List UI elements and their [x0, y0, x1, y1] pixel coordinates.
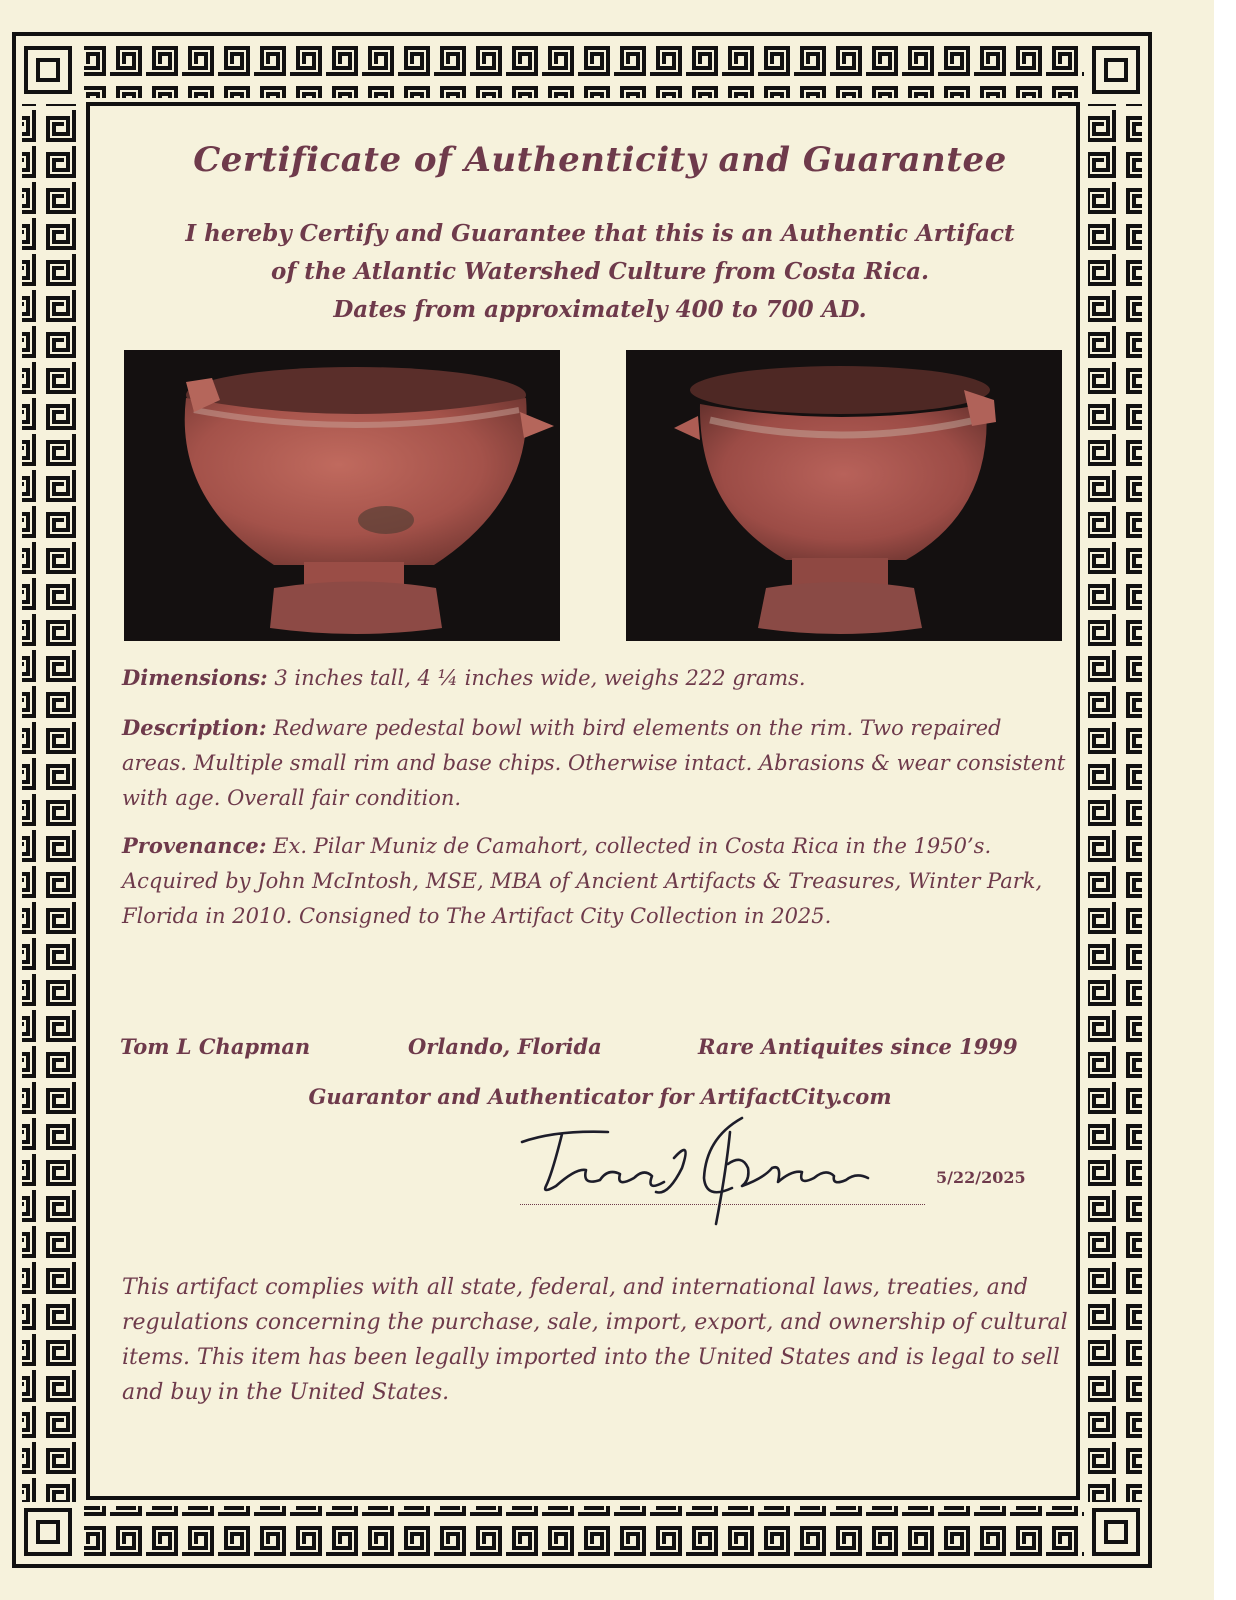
signatory-tagline: Rare Antiquites since 1999	[698, 1034, 1018, 1059]
provenance-text: Ex. Pilar Muniz de Camahort, collected in Costa Rica in the 1950’s. Acquired by John McIntosh, MSE, MBA of Ancient Artifacts & Treasures, Winter Park, Florida in 2010. Consigned to The Artifact City Collection in 2025.	[122, 834, 1043, 928]
artifact-photo-back	[626, 350, 1062, 641]
signatory-name: Tom L Chapman	[120, 1034, 311, 1059]
dimensions-text: 3 inches tall, 4 ¼ inches wide, weighs 222 grams.	[274, 666, 806, 690]
intro-line: I hereby Certify and Guarantee that this is an Authentic Artifact	[185, 220, 1015, 247]
artifact-photo-front	[124, 350, 560, 641]
description-label: Description:	[122, 715, 267, 740]
dimensions-label: Dimensions:	[122, 665, 268, 690]
intro-line: of the Atlantic Watershed Culture from Costa Rica.	[271, 258, 929, 285]
description-text: Redware pedestal bowl with bird elements on the rim. Two repaired areas. Multiple small rim and base chips. Otherwise intact. Abrasions & wear consistent with age. Overall fair condition.	[122, 716, 1066, 810]
signature-line	[520, 1204, 925, 1205]
signature-date: 5/22/2025	[936, 1168, 1026, 1187]
provenance-label: Provenance:	[122, 833, 267, 858]
handwritten-signature	[516, 1108, 876, 1226]
signatory-role: Guarantor and Authenticator for ArtifactCity.com	[308, 1084, 892, 1109]
description-paragraph	[122, 710, 1072, 816]
redware-pedestal-bowl-front-icon	[124, 350, 560, 641]
dimensions-paragraph	[122, 660, 1072, 696]
provenance-paragraph	[122, 828, 1072, 934]
intro-line: Dates from approximately 400 to 700 AD.	[333, 296, 867, 323]
certificate-title: Certificate of Authenticity and Guarantee	[193, 140, 1007, 180]
redware-pedestal-bowl-back-icon	[626, 350, 1062, 641]
legal-notice: This artifact complies with all state, federal, and international laws, treaties, and regulations concerning the purchase, sale, import, export, and ownership of cultural items. This item has been legally imported into the United States and is legal to sell and buy in the United States.	[122, 1275, 1068, 1405]
signatory-location: Orlando, Florida	[408, 1034, 602, 1059]
